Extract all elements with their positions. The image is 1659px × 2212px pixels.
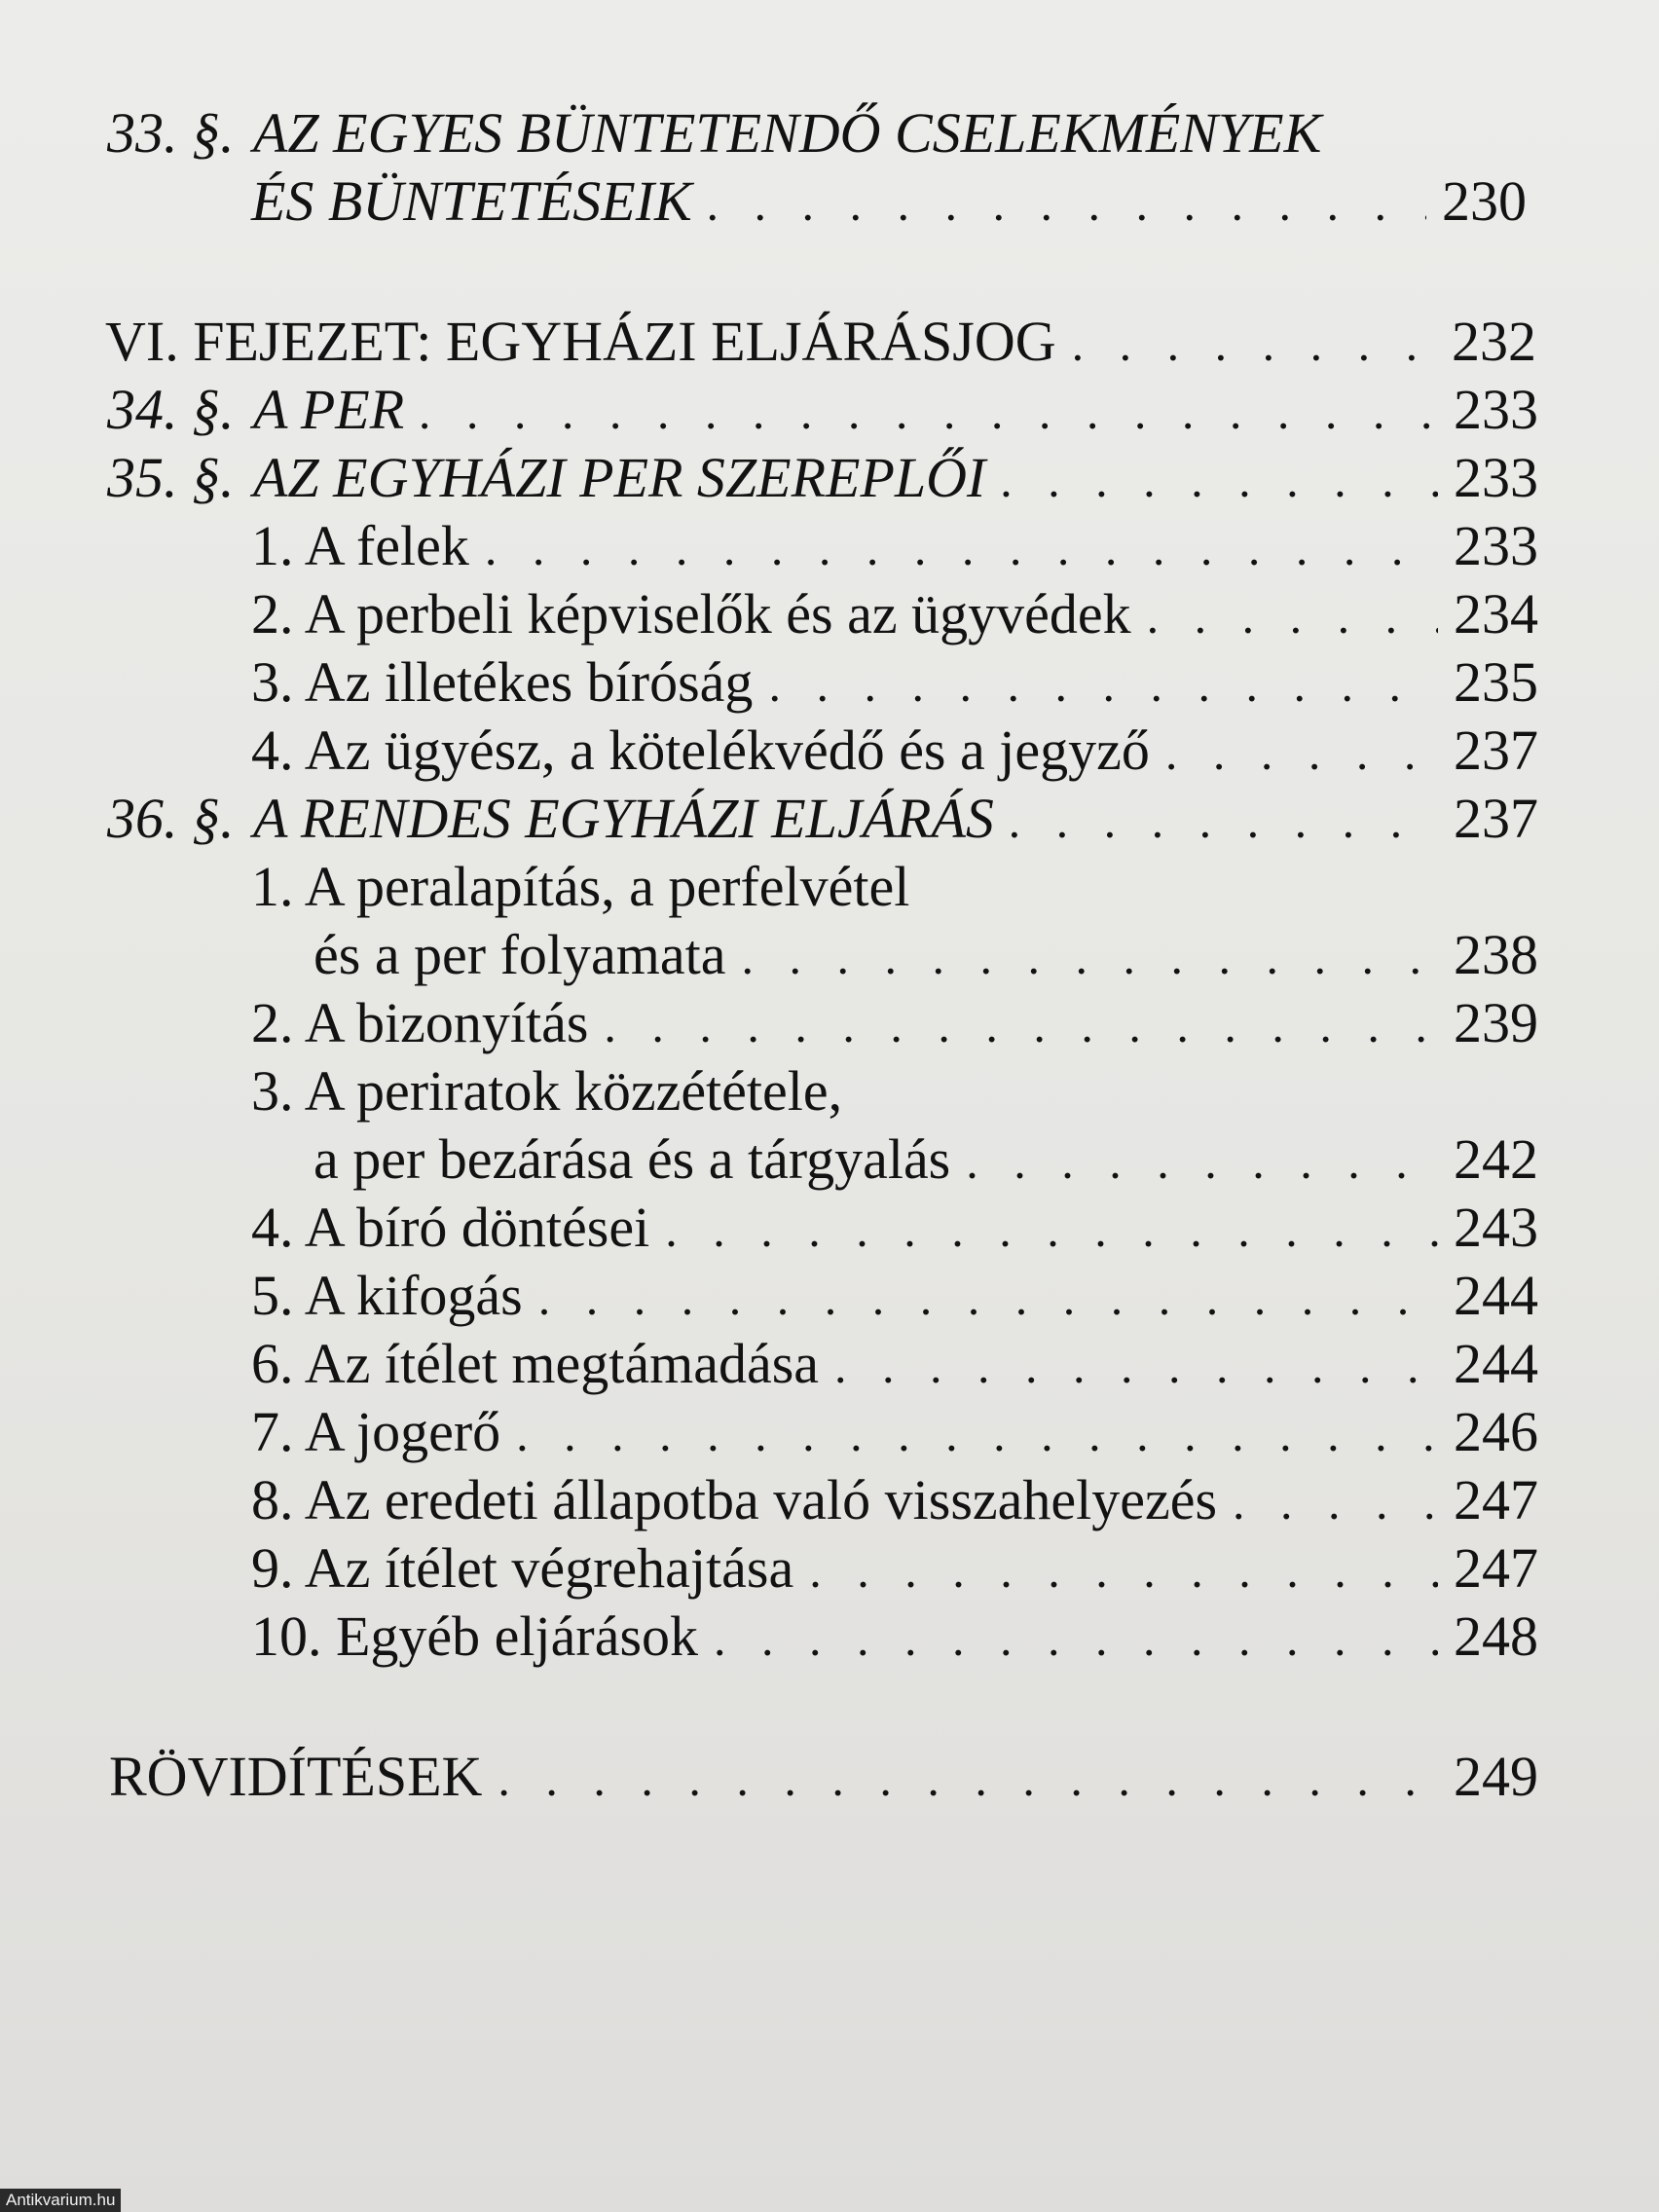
page-number: 244: [1454, 1332, 1538, 1395]
leader-dots: [485, 514, 1438, 582]
entry-title: VI. FEJEZET: EGYHÁZI ELJÁRÁSJOG: [105, 310, 1056, 373]
leader-dots: [665, 1196, 1438, 1264]
toc-entry-36-5: [251, 1262, 1538, 1332]
toc-entry-abbreviations: [109, 1743, 1538, 1813]
entry-title: AZ EGYHÁZI PER SZEREPLŐI: [253, 446, 986, 509]
watermark: Antikvarium.hu: [0, 2189, 121, 2212]
leader-dots: [538, 1264, 1438, 1332]
entry-title: és a per folyamata: [313, 923, 726, 986]
toc-entry-36-9: [251, 1534, 1538, 1604]
page-number: 233: [1454, 514, 1538, 577]
toc-entry-36-1-cont: [313, 921, 1538, 991]
page-number: 230: [1442, 169, 1527, 233]
toc-entry-35-4: [251, 717, 1538, 787]
leader-dots: [420, 378, 1438, 446]
page-number: 232: [1452, 310, 1536, 373]
leader-dots: [516, 1400, 1438, 1468]
toc-entry-chapter-6: [105, 308, 1536, 378]
page-number: 244: [1454, 1264, 1538, 1327]
toc-entry-36-7: [251, 1398, 1538, 1468]
toc-entry-35-3: [251, 648, 1538, 719]
entry-title: 4. A bíró döntései: [251, 1196, 650, 1259]
leader-dots: [1001, 446, 1438, 514]
toc-entry-36: [107, 785, 1538, 855]
leader-dots: [1072, 310, 1436, 378]
entry-title: 9. Az ítélet végrehajtása: [251, 1536, 794, 1600]
leader-dots: [809, 1536, 1438, 1604]
page-number: 239: [1454, 991, 1538, 1054]
page-number: 242: [1454, 1127, 1538, 1191]
leader-dots: [834, 1332, 1438, 1400]
leader-dots: [498, 1745, 1438, 1813]
toc-entry-33-cont: [251, 167, 1527, 238]
leader-dots: [768, 650, 1438, 719]
leader-dots: [714, 1604, 1438, 1673]
entry-title: 2. A bizonyítás: [251, 991, 589, 1054]
page-number: 237: [1454, 787, 1538, 850]
toc-entry-36-4: [251, 1194, 1538, 1264]
page-number: 249: [1454, 1745, 1538, 1808]
page-number: 233: [1454, 446, 1538, 509]
entry-title: RÖVIDÍTÉSEK: [109, 1745, 483, 1808]
toc-entry-35-1: [251, 512, 1538, 582]
leader-dots: [1147, 582, 1438, 650]
page-number: 233: [1454, 378, 1538, 441]
toc-entry-36-6: [251, 1330, 1538, 1400]
page-number: 238: [1454, 923, 1538, 986]
toc-entry-36-2: [251, 989, 1538, 1059]
toc-entry-36-3: [251, 1057, 1538, 1125]
entry-title: A RENDES EGYHÁZI ELJÁRÁS: [253, 787, 994, 850]
page-number: 234: [1454, 582, 1538, 645]
entry-title: A PER: [253, 378, 405, 441]
page-number: 243: [1454, 1196, 1538, 1259]
toc-entry-33: [107, 99, 1538, 167]
entry-title: AZ EGYES BÜNTETENDŐ CSELEKMÉNYEK: [253, 101, 1322, 165]
entry-title: 10. Egyéb eljárások: [251, 1604, 699, 1668]
section-number: 36. §.: [107, 787, 235, 850]
toc-entry-36-1: [251, 853, 1538, 921]
page-number: 246: [1454, 1400, 1538, 1463]
page-number: 247: [1454, 1468, 1538, 1531]
leader-dots: [604, 991, 1438, 1059]
section-number: 35. §.: [107, 446, 235, 509]
leader-dots: [742, 923, 1438, 991]
toc-entry-36-3-cont: [313, 1125, 1538, 1196]
toc-entry-34: [107, 376, 1538, 446]
page-number: 247: [1454, 1536, 1538, 1600]
entry-title: 3. Az illetékes bíróság: [251, 650, 754, 714]
entry-title: 1. A felek: [251, 514, 469, 577]
leader-dots: [1233, 1468, 1438, 1536]
entry-title: 2. A perbeli képviselők és az ügyvédek: [251, 582, 1131, 645]
entry-title: 8. Az eredeti állapotba való visszahelyezés: [251, 1468, 1218, 1531]
entry-title: 3. A periratok közzététele,: [251, 1059, 843, 1123]
page-number: 237: [1454, 719, 1538, 782]
entry-title: ÉS BÜNTETÉSEIK: [251, 169, 692, 233]
page-number: 235: [1454, 650, 1538, 714]
entry-title: 5. A kifogás: [251, 1264, 523, 1327]
toc-entry-35: [107, 444, 1538, 514]
page-number: 248: [1454, 1604, 1538, 1668]
entry-title: a per bezárása és a tárgyalás: [313, 1127, 951, 1191]
leader-dots: [708, 169, 1426, 238]
entry-title: 7. A jogerő: [251, 1400, 501, 1463]
entry-title: 1. A peralapítás, a perfelvétel: [251, 855, 910, 918]
entry-title: 6. Az ítélet megtámadása: [251, 1332, 820, 1395]
section-number: 34. §.: [107, 378, 235, 441]
leader-dots: [1010, 787, 1438, 855]
entry-title: 4. Az ügyész, a kötelékvédő és a jegyző: [251, 719, 1150, 782]
section-number: 33. §.: [107, 101, 235, 165]
toc-entry-36-8: [251, 1466, 1538, 1536]
toc-entry-35-2: [251, 580, 1538, 650]
leader-dots: [1165, 719, 1438, 787]
leader-dots: [966, 1127, 1438, 1196]
toc-entry-36-10: [251, 1603, 1538, 1673]
